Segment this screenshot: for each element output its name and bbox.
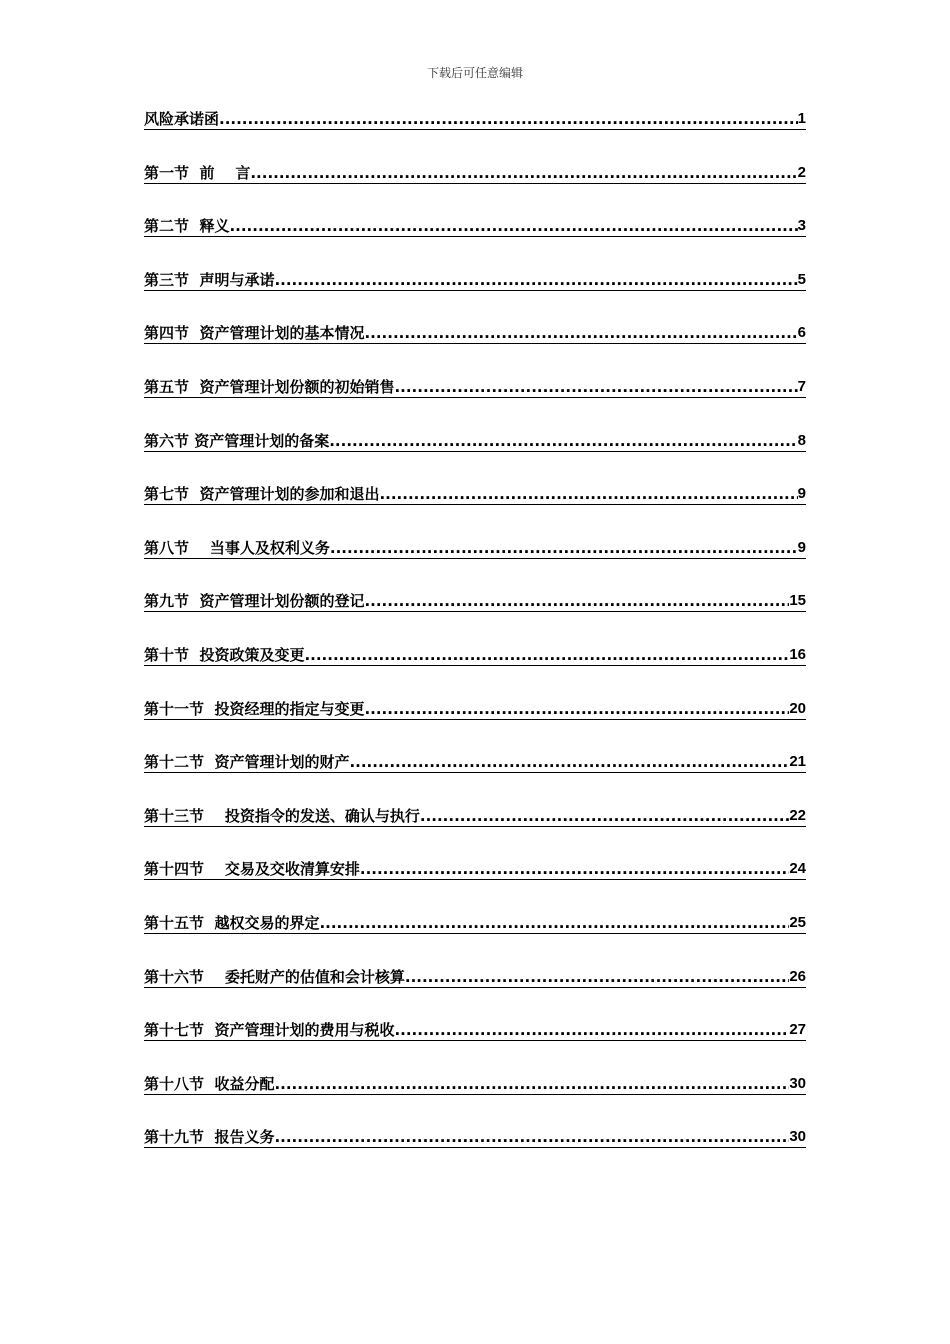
toc-entry[interactable] [144,105,806,159]
toc-link[interactable] [144,266,806,291]
toc-link[interactable] [144,641,806,666]
toc-title: 第十五节 越权交易的界定 [144,913,320,932]
toc-link[interactable] [144,159,806,184]
toc-entry[interactable] [144,534,806,588]
toc-leader [250,163,797,183]
toc-link[interactable] [144,587,806,612]
toc-title: 风险承诺函 [144,110,220,128]
toc-link[interactable] [144,1070,806,1095]
toc-link[interactable] [144,212,806,237]
toc-title: 第五节 资产管理计划份额的初始销售 [144,377,395,396]
toc-link[interactable] [144,480,806,505]
toc-page-number: 5 [797,270,806,288]
toc-page-number: 27 [789,1021,806,1039]
toc-link[interactable] [144,695,806,720]
toc-entry[interactable] [144,212,806,266]
toc-link[interactable] [144,1123,806,1148]
toc-page-number: 7 [797,377,806,395]
toc-leader [364,323,797,343]
toc-entry[interactable] [144,587,806,641]
toc-page-number: 2 [797,163,806,181]
toc-title: 第十一节 投资经理的指定与变更 [144,699,365,718]
toc-page-number: 9 [797,538,806,556]
toc-leader [329,431,797,451]
toc-entry[interactable] [144,480,806,534]
toc-page-number: 8 [797,431,806,449]
toc-title: 第二节 释义 [144,217,230,236]
toc-page-number: 20 [789,699,806,717]
toc-entry[interactable] [144,159,806,213]
toc-entry[interactable] [144,319,806,373]
toc-entry[interactable] [144,748,806,802]
toc-entry[interactable] [144,855,806,909]
toc-leader [349,752,789,772]
toc-leader [274,270,797,290]
toc-title: 第一节 前 言 [144,163,251,182]
toc-title: 第十节 投资政策及变更 [144,645,305,664]
table-of-contents [144,105,806,1177]
toc-page-number: 6 [797,324,806,342]
toc-link[interactable] [144,963,806,988]
toc-leader [304,645,789,665]
toc-link[interactable] [144,534,806,559]
toc-leader [219,109,798,129]
toc-entry[interactable] [144,427,806,481]
toc-page-number: 15 [789,592,806,610]
toc-link[interactable] [144,909,806,934]
toc-title: 第十九节 报告义务 [144,1128,275,1147]
toc-leader [274,1127,789,1147]
toc-link[interactable] [144,748,806,773]
toc-link[interactable] [144,105,806,130]
toc-leader [274,1074,789,1094]
toc-title: 第三节 声明与承诺 [144,270,275,289]
toc-page-number: 22 [789,806,806,824]
toc-page-number: 26 [789,967,806,985]
toc-title: 第八节 当事人及权利义务 [144,538,330,557]
toc-title: 第四节 资产管理计划的基本情况 [144,324,365,343]
toc-page-number: 30 [789,1128,806,1146]
toc-link[interactable] [144,802,806,827]
toc-leader [364,591,789,611]
toc-leader [364,699,789,719]
toc-leader [229,216,797,236]
toc-leader [379,484,797,504]
toc-link[interactable] [144,427,806,452]
toc-leader [394,377,797,397]
toc-page-number: 3 [797,217,806,235]
toc-page-number: 30 [789,1074,806,1092]
toc-entry[interactable] [144,802,806,856]
toc-title: 第九节 资产管理计划份额的登记 [144,592,365,611]
toc-entry[interactable] [144,266,806,320]
toc-entry[interactable] [144,641,806,695]
toc-link[interactable] [144,1016,806,1041]
toc-title: 第十四节 交易及交收清算安排 [144,860,360,879]
toc-link[interactable] [144,855,806,880]
toc-title: 第十二节 资产管理计划的财产 [144,753,350,772]
toc-title: 第十三节 投资指令的发送、确认与执行 [144,806,420,825]
toc-page-number: 24 [789,860,806,878]
toc-leader [360,859,789,879]
toc-link[interactable] [144,373,806,398]
toc-entry[interactable] [144,963,806,1017]
toc-title: 第十七节 资产管理计划的费用与税收 [144,1021,395,1040]
toc-page-number: 16 [789,645,806,663]
page-header-note: 下载后可任意编辑 [426,66,523,80]
toc-leader [420,806,789,826]
toc-leader [394,1020,789,1040]
toc-page-number: 25 [789,913,806,931]
toc-page-number: 21 [789,753,806,771]
toc-entry[interactable] [144,373,806,427]
toc-link[interactable] [144,319,806,344]
toc-leader [319,913,789,933]
toc-page-number: 9 [797,485,806,503]
toc-title: 第十六节 委托财产的估值和会计核算 [144,967,405,986]
toc-leader [330,538,798,558]
toc-entry[interactable] [144,1123,806,1177]
toc-title: 第七节 资产管理计划的参加和退出 [144,485,380,504]
toc-entry[interactable] [144,695,806,749]
toc-title: 第十八节 收益分配 [144,1074,275,1093]
toc-entry[interactable] [144,1016,806,1070]
toc-entry[interactable] [144,909,806,963]
toc-page-number: 1 [797,110,806,127]
toc-title: 第六节 资产管理计划的备案 [144,431,330,450]
toc-leader [405,967,789,987]
toc-entry[interactable] [144,1070,806,1124]
